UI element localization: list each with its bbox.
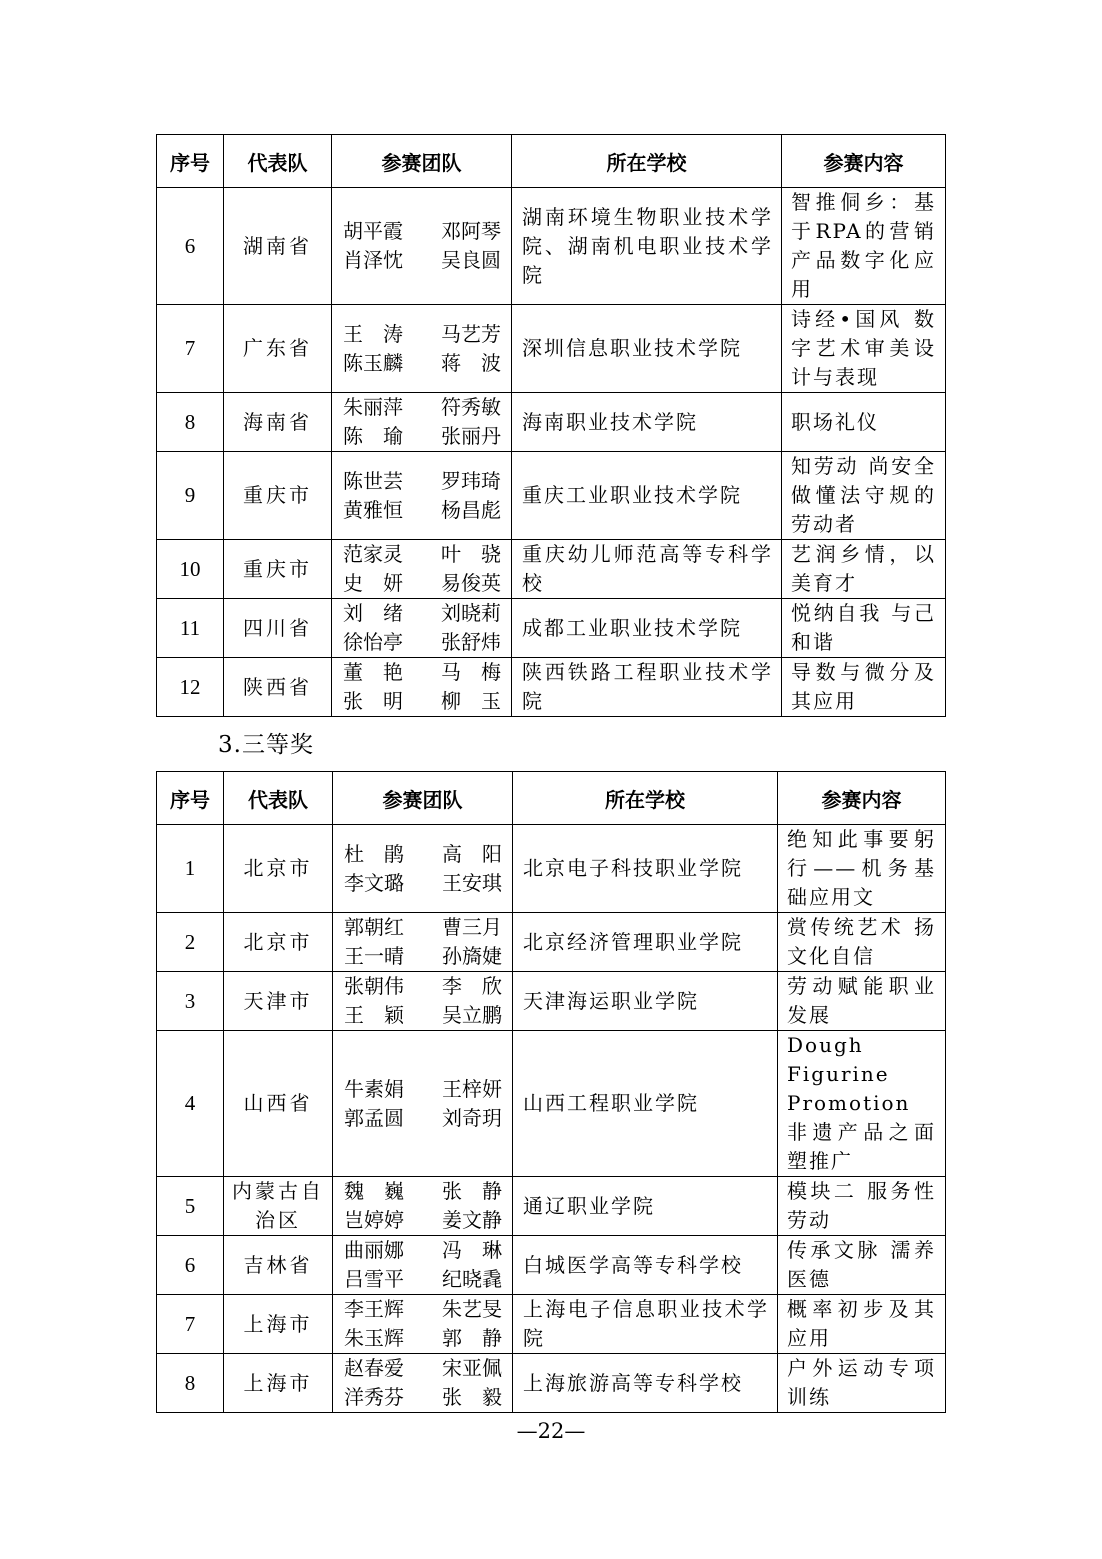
cell-school: 通辽职业学院 — [513, 1177, 778, 1236]
member-name: 姜文静 — [442, 1208, 502, 1232]
cell-school: 深圳信息职业技术学院 — [512, 305, 782, 393]
cell-no: 7 — [157, 305, 224, 393]
member-name: 纪晓毳 — [442, 1267, 502, 1291]
cell-school: 陕西铁路工程职业技术学院 — [512, 658, 782, 717]
member-name: 王一晴 — [344, 944, 404, 968]
member-name: 邓阿琴 — [441, 219, 501, 243]
table-row — [157, 393, 946, 452]
member-name: 朱丽萍 — [343, 395, 403, 419]
cell-content: 传承文脉 濡养医德 — [778, 1236, 946, 1295]
cell-no: 12 — [157, 658, 224, 717]
cell-school: 北京经济管理职业学院 — [513, 913, 778, 972]
cell-members — [332, 393, 512, 452]
member-name: 曲丽娜 — [344, 1238, 404, 1262]
member-name: 肖泽忱 — [343, 248, 403, 272]
page-number: —22— — [516, 1419, 586, 1443]
member-name: 史 妍 — [343, 571, 403, 595]
header-school: 所在学校 — [513, 772, 778, 825]
table-row — [157, 540, 946, 599]
cell-members — [332, 188, 512, 305]
cell-school: 上海旅游高等专科学校 — [513, 1354, 778, 1413]
cell-members — [332, 305, 512, 393]
cell-members — [333, 913, 513, 972]
cell-school: 湖南环境生物职业技术学院、湖南机电职业技术学院 — [512, 188, 782, 305]
cell-school: 上海电子信息职业技术学院 — [513, 1295, 778, 1354]
member-name: 冯 琳 — [442, 1238, 502, 1262]
table-row — [157, 1295, 946, 1354]
cell-school: 北京电子科技职业学院 — [513, 825, 778, 913]
award-table-third-prize — [156, 771, 946, 1413]
cell-members — [332, 540, 512, 599]
award-table-second-prize-continued — [156, 134, 946, 717]
member-name: 董 艳 — [343, 660, 403, 684]
cell-members — [332, 452, 512, 540]
cell-team: 吉林省 — [224, 1236, 333, 1295]
cell-team: 上海市 — [224, 1354, 333, 1413]
cell-members — [333, 1236, 513, 1295]
member-name: 胡平霞 — [343, 219, 403, 243]
header-content: 参赛内容 — [778, 772, 946, 825]
cell-content: 悦纳自我 与己和谐 — [782, 599, 946, 658]
member-name: 张朝伟 — [344, 974, 404, 998]
member-name: 赵春爱 — [344, 1356, 404, 1380]
cell-team: 内蒙古自治区 — [224, 1177, 333, 1236]
cell-school: 海南职业技术学院 — [512, 393, 782, 452]
cell-team: 北京市 — [224, 825, 333, 913]
header-team: 代表队 — [224, 772, 333, 825]
member-name: 柳 玉 — [441, 689, 501, 713]
cell-no: 6 — [157, 1236, 224, 1295]
cell-content: Dough Figurine Promotion 非遗产品之面塑推广 — [778, 1031, 946, 1177]
member-name: 陈 瑜 — [343, 424, 403, 448]
cell-team: 北京市 — [224, 913, 333, 972]
section-title-third-prize: 3.三等奖 — [218, 732, 314, 758]
member-name: 张舒炜 — [441, 630, 501, 654]
member-name: 杨昌彪 — [441, 497, 501, 522]
cell-content: 概率初步及其应用 — [778, 1295, 946, 1354]
member-name: 范家灵 — [343, 542, 403, 566]
member-name: 吕雪平 — [344, 1267, 404, 1291]
cell-no: 5 — [157, 1177, 224, 1236]
member-name: 朱艺旻 — [442, 1297, 502, 1321]
member-name: 马艺芳 — [441, 321, 501, 346]
header-no: 序号 — [157, 772, 224, 825]
cell-school: 山西工程职业学院 — [513, 1031, 778, 1177]
cell-school: 白城医学高等专科学校 — [513, 1236, 778, 1295]
member-name: 蒋 波 — [441, 350, 501, 375]
header-content: 参赛内容 — [782, 135, 946, 188]
cell-school: 天津海运职业学院 — [513, 972, 778, 1031]
cell-team: 上海市 — [224, 1295, 333, 1354]
table-row — [157, 305, 946, 393]
member-name: 王 涛 — [343, 321, 403, 346]
member-name: 陈玉麟 — [343, 350, 403, 375]
member-name: 叶 骁 — [441, 542, 501, 566]
member-name: 李 欣 — [442, 974, 502, 998]
cell-team: 山西省 — [224, 1031, 333, 1177]
member-name: 符秀敏 — [441, 395, 501, 419]
member-name: 刘 绪 — [343, 601, 403, 625]
cell-team: 海南省 — [224, 393, 332, 452]
member-name: 张 静 — [442, 1179, 502, 1203]
header-members: 参赛团队 — [333, 772, 513, 825]
cell-content: 职场礼仪 — [782, 393, 946, 452]
cell-no: 4 — [157, 1031, 224, 1177]
member-name: 王梓妍 — [442, 1076, 502, 1101]
cell-no: 10 — [157, 540, 224, 599]
member-name: 黄雅恒 — [343, 497, 403, 522]
cell-team: 重庆市 — [224, 540, 332, 599]
cell-members — [333, 1177, 513, 1236]
member-name: 孙旖婕 — [442, 944, 502, 968]
member-name: 牛素娟 — [344, 1076, 404, 1101]
cell-members — [333, 1354, 513, 1413]
cell-content: 艺润乡情，以美育才 — [782, 540, 946, 599]
cell-no: 2 — [157, 913, 224, 972]
table-row — [157, 1354, 946, 1413]
table-row — [157, 658, 946, 717]
member-name: 刘晓莉 — [441, 601, 501, 625]
cell-team: 四川省 — [224, 599, 332, 658]
table-row — [157, 1177, 946, 1236]
cell-members — [333, 972, 513, 1031]
cell-content: 导数与微分及其应用 — [782, 658, 946, 717]
table-row — [157, 972, 946, 1031]
header-team: 代表队 — [224, 135, 332, 188]
member-name: 马 梅 — [441, 660, 501, 684]
member-name: 张 明 — [343, 689, 403, 713]
table-row — [157, 1236, 946, 1295]
cell-no: 7 — [157, 1295, 224, 1354]
member-name: 郭朝红 — [344, 915, 404, 939]
cell-no: 9 — [157, 452, 224, 540]
cell-members — [332, 599, 512, 658]
table-header-row — [157, 772, 946, 825]
member-name: 易俊英 — [441, 571, 501, 595]
cell-content: 赏传统艺术 扬文化自信 — [778, 913, 946, 972]
cell-team: 广东省 — [224, 305, 332, 393]
cell-members — [332, 658, 512, 717]
cell-content: 模块二 服务性劳动 — [778, 1177, 946, 1236]
member-name: 郭孟圆 — [344, 1105, 404, 1130]
cell-no: 11 — [157, 599, 224, 658]
table-row — [157, 1031, 946, 1177]
table-header-row — [157, 135, 946, 188]
member-name: 张 毅 — [442, 1385, 502, 1409]
cell-no: 3 — [157, 972, 224, 1031]
member-name: 吴立鹏 — [442, 1003, 502, 1027]
member-name: 魏 巍 — [344, 1179, 404, 1203]
cell-team: 陕西省 — [224, 658, 332, 717]
cell-content: 知劳动 尚安全 做懂法守规的劳动者 — [782, 452, 946, 540]
cell-content: 户外运动专项训练 — [778, 1354, 946, 1413]
cell-team: 重庆市 — [224, 452, 332, 540]
member-name: 朱玉辉 — [344, 1326, 404, 1350]
member-name: 吴良圆 — [441, 248, 501, 272]
cell-no: 8 — [157, 1354, 224, 1413]
cell-content: 劳动赋能职业发展 — [778, 972, 946, 1031]
table-row — [157, 452, 946, 540]
member-name: 杜 鹃 — [344, 841, 404, 866]
cell-members — [333, 1295, 513, 1354]
member-name: 曹三月 — [442, 915, 502, 939]
table-row — [157, 825, 946, 913]
header-school: 所在学校 — [512, 135, 782, 188]
table-row — [157, 913, 946, 972]
member-name: 高 阳 — [442, 841, 502, 866]
cell-content: 绝知此事要躬行——机务基础应用文 — [778, 825, 946, 913]
header-members: 参赛团队 — [332, 135, 512, 188]
member-name: 王安琪 — [442, 870, 502, 895]
member-name: 郭 静 — [442, 1326, 502, 1350]
member-name: 徐怡亭 — [343, 630, 403, 654]
member-name: 李文璐 — [344, 870, 404, 895]
member-name: 张丽丹 — [441, 424, 501, 448]
cell-members — [333, 1031, 513, 1177]
member-name: 罗玮琦 — [441, 468, 501, 493]
table-row — [157, 188, 946, 305]
cell-no: 8 — [157, 393, 224, 452]
cell-no: 1 — [157, 825, 224, 913]
member-name: 刘奇玥 — [442, 1105, 502, 1130]
cell-no: 6 — [157, 188, 224, 305]
cell-members — [333, 825, 513, 913]
member-name: 岂婷婷 — [344, 1208, 404, 1232]
table-row — [157, 599, 946, 658]
member-name: 陈世芸 — [343, 468, 403, 493]
member-name: 李王辉 — [344, 1297, 404, 1321]
member-name: 宋亚佩 — [442, 1356, 502, 1380]
cell-school: 重庆幼儿师范高等专科学校 — [512, 540, 782, 599]
cell-content: 诗经•国风 数字艺术审美设计与表现 — [782, 305, 946, 393]
cell-team: 天津市 — [224, 972, 333, 1031]
member-name: 洋秀芬 — [344, 1385, 404, 1409]
header-no: 序号 — [157, 135, 224, 188]
cell-school: 重庆工业职业技术学院 — [512, 452, 782, 540]
cell-school: 成都工业职业技术学院 — [512, 599, 782, 658]
member-name: 王 颖 — [344, 1003, 404, 1027]
cell-team: 湖南省 — [224, 188, 332, 305]
cell-content: 智推侗乡：基于RPA的营销产品数字化应用 — [782, 188, 946, 305]
